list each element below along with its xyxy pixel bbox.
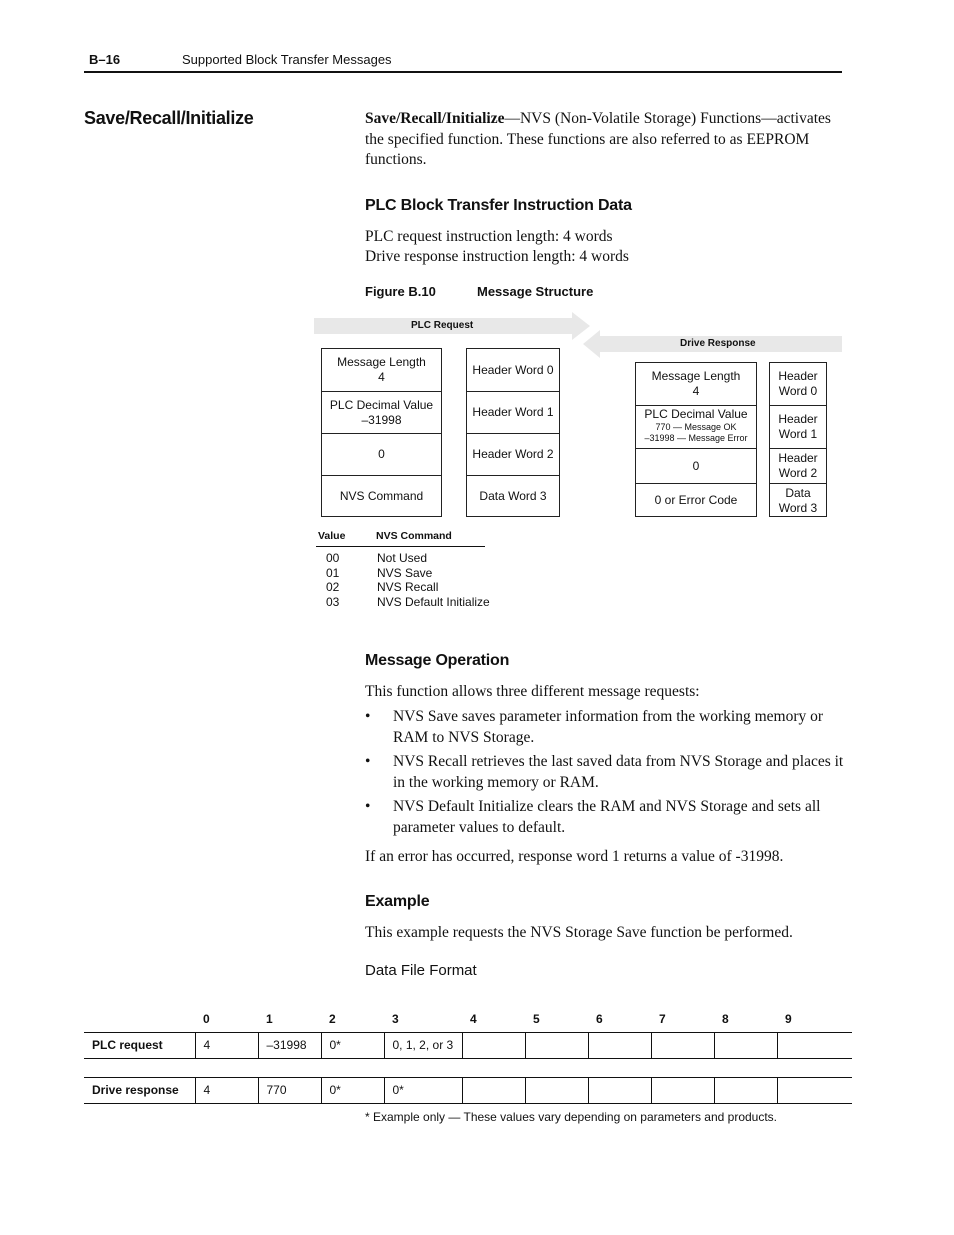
- table-cell: 0*: [321, 1077, 384, 1103]
- figure-number: Figure B.10: [365, 284, 436, 299]
- operation-closing: If an error has occurred, response word 1 returns a value of -31998.: [365, 848, 784, 865]
- table-cell: [777, 1077, 852, 1103]
- drive-header-1: [770, 405, 826, 448]
- drive-header-1-line2: Word 1: [778, 427, 818, 441]
- plc-header-1: [467, 391, 559, 433]
- table-cell: [714, 1032, 777, 1058]
- plc-word-1: [322, 391, 441, 433]
- drive-header-0: [770, 363, 826, 405]
- plc-header-words-box: [466, 348, 560, 517]
- drive-word-0-label: Message Length: [651, 369, 741, 383]
- plc-word-0-label: Message Length: [337, 355, 426, 369]
- plc-word-0-value: 4: [378, 370, 385, 384]
- page-number: B–16: [89, 52, 121, 67]
- list-item-text: NVS Save saves parameter information from the working memory or RAM to NVS Storage.: [393, 708, 824, 746]
- table-cell: [588, 1032, 651, 1058]
- legend-command: NVS Recall: [377, 580, 439, 594]
- corner-cell: [84, 1006, 195, 1032]
- operation-list: [365, 707, 845, 842]
- plc-request-data-box: [321, 348, 442, 517]
- drive-header-3: [770, 483, 826, 517]
- column-header: 2: [329, 1011, 336, 1026]
- table-cell: [525, 1032, 588, 1058]
- drive-response-label: Drive Response: [680, 338, 756, 349]
- plc-header-0: [467, 349, 559, 391]
- intro-bold: Save/Recall/Initialize: [365, 110, 505, 127]
- drive-header-2-line1: Header: [778, 451, 818, 465]
- example-text: This example requests the NVS Storage Save function be performed.: [365, 924, 793, 941]
- drive-word-0-value: 4: [692, 384, 700, 398]
- table-cell: [588, 1077, 651, 1103]
- table-row: [84, 1032, 852, 1058]
- column-header: 5: [533, 1011, 540, 1026]
- table-cell: [462, 1077, 525, 1103]
- drive-word-2: [636, 448, 756, 483]
- plc-word-1-label: PLC Decimal Value: [329, 397, 434, 412]
- table-cell: 0*: [321, 1032, 384, 1058]
- plc-word-1-value: –31998: [361, 412, 402, 427]
- table-cell: [651, 1077, 714, 1103]
- drive-header-2-line2: Word 2: [778, 466, 818, 480]
- heading-message-operation: Message Operation: [365, 652, 510, 669]
- legend-col-value: Value: [318, 530, 346, 542]
- plc-header-3-label: Data Word 3: [479, 489, 547, 503]
- drive-word-1-ok: 770 — Message OK: [655, 422, 737, 432]
- plc-header-2-label: Header Word 2: [472, 447, 554, 461]
- data-file-format-title: Data File Format: [365, 962, 477, 979]
- drive-header-0-line1: Header: [778, 369, 818, 383]
- section-title: Save/Recall/Initialize: [84, 108, 254, 128]
- column-header: 8: [722, 1011, 729, 1026]
- legend-values: [326, 551, 339, 609]
- spacer-cell: [84, 1058, 852, 1077]
- drive-word-1: [636, 405, 756, 448]
- table-cell: [714, 1077, 777, 1103]
- drive-word-3-value: 0 or Error Code: [654, 493, 738, 507]
- plc-header-1-label: Header Word 1: [472, 405, 554, 419]
- arrows-graphic: [0, 0, 954, 370]
- drive-header-3-line2: Word 3: [778, 500, 818, 515]
- legend-command: NVS Save: [377, 565, 433, 580]
- legend-command: NVS Default Initialize: [377, 594, 490, 609]
- drive-header-words-box: [769, 362, 827, 517]
- table-cell: 4: [195, 1077, 258, 1103]
- intro-text: —NVS (Non-Volatile Storage) Functions—activates the specified function. These functions are also referred to as EEPROM functions.: [365, 110, 831, 168]
- plc-word-2: [322, 433, 441, 475]
- data-file-table: [84, 1006, 842, 1104]
- plc-word-3: [322, 475, 441, 517]
- request-length-line: PLC request instruction length: 4 words: [365, 228, 613, 245]
- legend-value: 01: [326, 565, 340, 580]
- table-cell: [651, 1032, 714, 1058]
- heading-example: Example: [365, 893, 430, 910]
- row-label: Drive response: [84, 1077, 195, 1103]
- legend-value: 03: [326, 594, 340, 609]
- column-header: 6: [596, 1011, 603, 1026]
- bullet-icon: •: [365, 708, 371, 725]
- list-item: [365, 707, 845, 748]
- table-cell: 0*: [384, 1077, 462, 1103]
- table-cell: [777, 1032, 852, 1058]
- bullet-icon: •: [365, 798, 371, 815]
- plc-header-0-label: Header Word 0: [472, 362, 554, 377]
- list-item-text: NVS Default Initialize clears the RAM and NVS Storage and sets all parameter values to default.: [393, 798, 821, 836]
- drive-word-3: [636, 483, 756, 517]
- column-header: 3: [392, 1011, 399, 1026]
- footnote: * Example only — These values vary depending on parameters and products.: [365, 1110, 778, 1124]
- plc-header-3: [467, 475, 559, 517]
- plc-request-label: PLC Request: [411, 320, 474, 331]
- column-header-row: [84, 1006, 852, 1032]
- drive-word-2-value: 0: [692, 458, 700, 473]
- table-cell: [462, 1032, 525, 1058]
- drive-header-0-line2: Word 0: [778, 384, 818, 398]
- column-header: 7: [659, 1011, 666, 1026]
- operation-lead: This function allows three different message requests:: [365, 683, 700, 700]
- column-header: 9: [785, 1011, 792, 1026]
- table-cell: 770: [258, 1077, 321, 1103]
- column-header: 0: [203, 1011, 210, 1026]
- bullet-icon: •: [365, 753, 371, 770]
- table-cell: 4: [195, 1032, 258, 1058]
- plc-word-3-value: NVS Command: [339, 489, 424, 503]
- legend-commands: [377, 551, 490, 609]
- plc-header-2: [467, 433, 559, 475]
- response-length-line: Drive response instruction length: 4 words: [365, 248, 629, 265]
- running-header: Supported Block Transfer Messages: [182, 52, 392, 67]
- legend-value: 02: [326, 580, 340, 594]
- drive-header-2: [770, 448, 826, 483]
- table-cell: –31998: [258, 1032, 321, 1058]
- spacer-row: [84, 1058, 852, 1077]
- row-label: PLC request: [84, 1032, 195, 1058]
- table-cell: [525, 1077, 588, 1103]
- column-header: 4: [470, 1011, 477, 1026]
- drive-response-data-box: [635, 362, 757, 517]
- heading-instruction-data: PLC Block Transfer Instruction Data: [365, 197, 632, 214]
- drive-word-1-label: PLC Decimal Value: [644, 407, 748, 421]
- drive-header-1-line1: Header: [778, 412, 818, 426]
- table-cell: 0, 1, 2, or 3: [384, 1032, 462, 1058]
- plc-word-0: [322, 349, 441, 391]
- legend-command: Not Used: [377, 551, 428, 565]
- list-item: [365, 752, 845, 793]
- drive-header-3-line1: Data: [785, 485, 811, 500]
- legend-col-command: NVS Command: [376, 530, 452, 542]
- drive-word-1-error: –31998 — Message Error: [644, 433, 748, 443]
- legend-rule: [316, 546, 485, 547]
- table-row: [84, 1077, 852, 1103]
- list-item-text: NVS Recall retrieves the last saved data from NVS Storage and places it in the working memory or RAM.: [393, 753, 844, 791]
- legend-value: 00: [326, 551, 340, 565]
- drive-word-0: [636, 363, 756, 405]
- plc-word-2-value: 0: [378, 447, 385, 461]
- list-item: [365, 797, 845, 838]
- column-header: 1: [266, 1011, 273, 1026]
- figure-title: Message Structure: [477, 284, 594, 299]
